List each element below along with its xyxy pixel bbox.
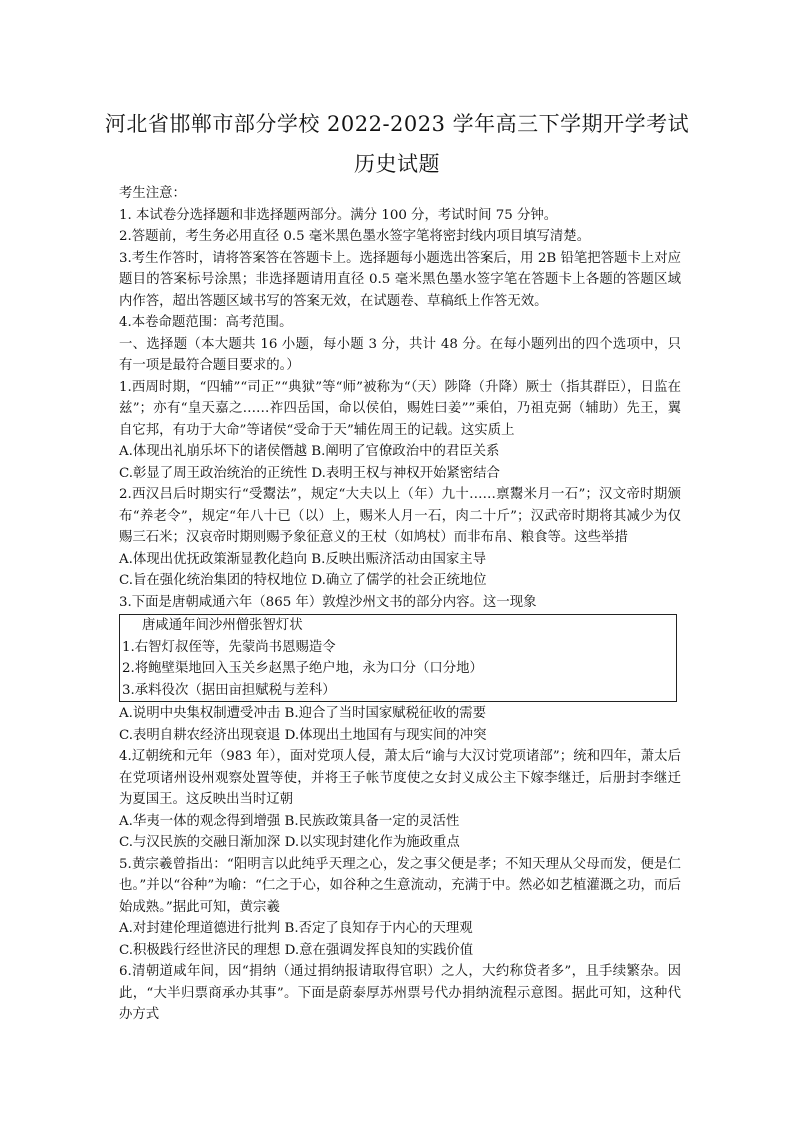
note-2: 2.答题前，考生务必用直径 0.5 毫米黑色墨水签字笔将密封线内项目填写清楚。 <box>119 229 591 244</box>
question-6-stem: 6.清朝道咸年间，因“捐纳（通过捐纳报请取得官职）之人，大约称贷者多”，且手续繁杂。因此，“大半归票商承办其事”。下面是蔚泰厚苏州票号代办捐纳流程示意图。据此可知，这种代办方式 <box>119 964 681 1022</box>
exam-title: 河北省邯郸市部分学校 2022-2023 学年高三下学期开学考试 <box>104 112 690 136</box>
question-5-stem: 5.黄宗羲曾指出：“阳明言以此纯乎天理之心，发之事父便是孝；不知天理从父母而发，便是仁也。”并以“谷种”为喻：“仁之于心，如谷种之生意流动，充满于中。然必如艺植灌溉之功，而后始成熟。”据此可知，黄宗羲 <box>119 856 681 915</box>
question-2-stem: 2.西汉吕后时期实行“受鬻法”，规定“大夫以上（年）九十……禀鬻米月一石”；汉文帝时期颁布“养老令”，规定“年八十已（以）上，赐米人月一石，肉二十斤”；汉武帝时期将其减少为仅赐三石米；汉哀帝时期则赐予象征意义的王杖（如鸠杖）而非布帛、粮食等。这些举措 <box>119 487 681 545</box>
excerpt-line-3: 3.承料役次（据田亩担赋税与差科） <box>122 682 336 698</box>
question-1-options-ab: A.体现出礼崩乐坏下的诸侯僭越 B.阐明了官僚政治中的君臣关系 <box>119 444 500 459</box>
exam-subtitle: 历史试题 <box>354 152 440 176</box>
note-1: 1. 本试卷分选择题和非选择题两部分。满分 100 分，考试时间 75 分钟。 <box>119 207 558 223</box>
question-1-options-cd: C.彰显了周王政治统治的正统性 D.表明王权与神权开始紧密结合 <box>119 465 500 481</box>
note-3: 3.考生作答时，请将答案答在答题卡上。选择题每小题选出答案后，用 2B 铅笔把答题卡上对应题目的答案标号涂黑；非选择题请用直径 0.5 毫米黑色墨水签字笔在答题卡上各题的答题区域内作答，超出答题区域书写的答案无效，在试题卷、草稿纸上作答无效。 <box>119 250 681 309</box>
question-4-options-ab: A.华夷一体的观念得到增强 B.民族政策具备一定的灵活性 <box>119 813 460 829</box>
document-excerpt-box <box>119 614 677 702</box>
notes-heading: 考生注意： <box>119 186 186 201</box>
excerpt-line-1: 1.右智灯叔侄等，先蒙尚书恩赐造令 <box>122 639 336 655</box>
excerpt-caption: 唐咸通年间沙州僧张智灯状 <box>142 618 303 633</box>
question-2-options-cd: C.旨在强化统治集团的特权地位 D.确立了儒学的社会正统地位 <box>119 573 487 588</box>
question-1-stem: 1.西周时期，“四辅”“司正”“典狱”等“师”被称为“（天）陟降（升降）厥士（指其群臣），日监在兹”；亦有“皇天嘉之……祚四岳国，命以侯伯，赐姓曰姜””乘伯，乃祖克弼（辅助）先王，翼自它邦，有功于大命”等诸侯“受命于天”辅佐周王的记载。这实质上 <box>119 379 681 438</box>
question-5-options-ab: A.对封建伦理道德进行批判 B.否定了良知存于内心的天理观 <box>119 921 473 936</box>
question-4-stem: 4.辽朝统和元年（983 年），面对党项人侵，萧太后“谕与大汉讨党项诸部”；统和四年，萧太后在党项诸州设州观察处置等使，并将王子帐节度使之女封义成公主下嫁李继迁，后册封李继迁为夏国王。这反映出当时辽朝 <box>119 749 681 807</box>
section-heading: 一、选择题（本大题共 16 小题，每小题 3 分，共计 48 分。在每小题列出的四个选项中，只有一项是最符合题目要求的。） <box>119 336 681 373</box>
question-4-options-cd: C.与汉民族的交融日渐加深 D.以实现封建化作为施政重点 <box>119 835 460 850</box>
question-2-options-ab: A.体现出优抚政策渐显教化趋向 B.反映出赈济活动由国家主导 <box>119 551 487 567</box>
excerpt-line-2: 2.将鲍壁渠地回入玉关乡赵黑子绝户地，永为口分（口分地） <box>122 661 483 676</box>
question-3-options-cd: C.表明自耕农经济出现衰退 D.体现出土地国有与现实间的冲突 <box>119 727 487 743</box>
question-5-options-cd: C.积极践行经世济民的理想 D.意在强调发挥良知的实践价值 <box>119 942 474 958</box>
question-3-stem: 3.下面是唐朝咸通六年（865 年）敦煌沙州文书的部分内容。这一现象 <box>119 594 537 610</box>
exam-content <box>119 183 681 1026</box>
question-3-options-ab: A.说明中央集权制遭受冲击 B.迎合了当时国家赋税征收的需要 <box>119 706 487 721</box>
note-4: 4.本卷命题范围：高考范围。 <box>119 315 293 330</box>
